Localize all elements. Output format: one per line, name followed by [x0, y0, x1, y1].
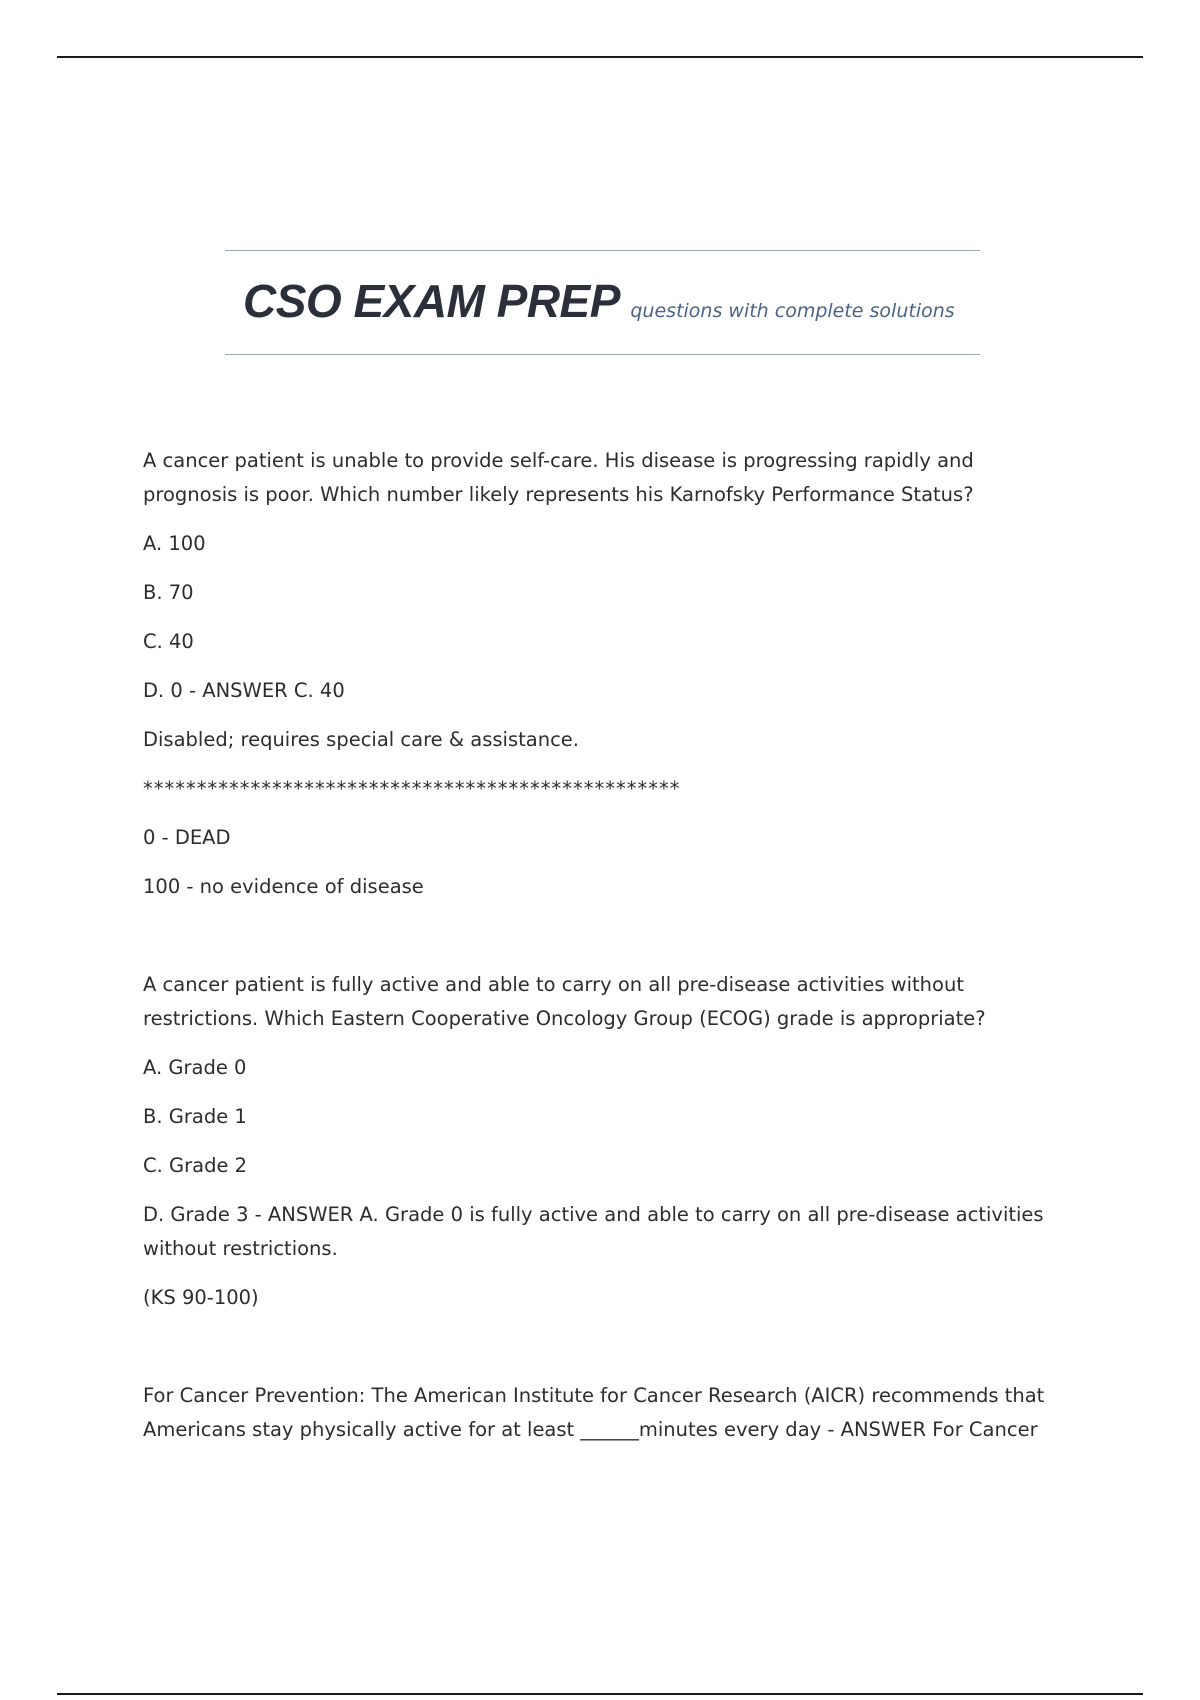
question-text: A cancer patient is unable to provide self-care. His disease is progressing rapidly and prognosis is poor. Which number likely represents his Karnofsky Performance Status? — [143, 449, 974, 506]
question-text: For Cancer Prevention: The American Institute for Cancer Research (AICR) recommends that Americans stay physically active for at least ______minutes every day - ANSWER For Cancer — [143, 1384, 1045, 1441]
question-spacer — [143, 1330, 1073, 1379]
answer-option: B. 70 — [143, 581, 194, 604]
answer-option: A. Grade 0 — [143, 1056, 247, 1079]
answer-option: D. Grade 3 - ANSWER A. Grade 0 is fully active and able to carry on all pre-disease activities without restrictions. — [143, 1203, 1044, 1260]
note-line: (KS 90-100) — [143, 1286, 259, 1309]
question-block-3 — [143, 1379, 1073, 1447]
title-block — [225, 250, 980, 356]
answer-option: B. Grade 1 — [143, 1105, 247, 1128]
answer-option: A. 100 — [143, 532, 206, 555]
question-spacer — [143, 919, 1073, 968]
note-line: 100 - no evidence of disease — [143, 875, 424, 898]
answer-option: C. Grade 2 — [143, 1154, 248, 1177]
title-upper-rule — [225, 250, 980, 251]
separator-line: ************************************************** — [143, 777, 681, 800]
document-body — [143, 444, 1073, 1462]
document-subtitle: questions with complete solutions — [630, 300, 955, 322]
page-top-rule — [57, 56, 1143, 58]
page-bottom-rule — [57, 1693, 1143, 1695]
answer-explanation: Disabled; requires special care & assistance. — [143, 728, 579, 751]
question-block-1 — [143, 444, 1073, 904]
answer-option: C. 40 — [143, 630, 194, 653]
question-text: A cancer patient is fully active and able to carry on all pre-disease activities without restrictions. Which Eastern Cooperative Oncology Group (ECOG) grade is appropriate? — [143, 973, 986, 1030]
title-line — [243, 274, 955, 328]
document-title: CSO EXAM PREP — [243, 275, 620, 327]
title-lower-rule — [225, 354, 980, 355]
note-line: 0 - DEAD — [143, 826, 231, 849]
answer-option: D. 0 - ANSWER C. 40 — [143, 679, 345, 702]
question-block-2 — [143, 968, 1073, 1315]
